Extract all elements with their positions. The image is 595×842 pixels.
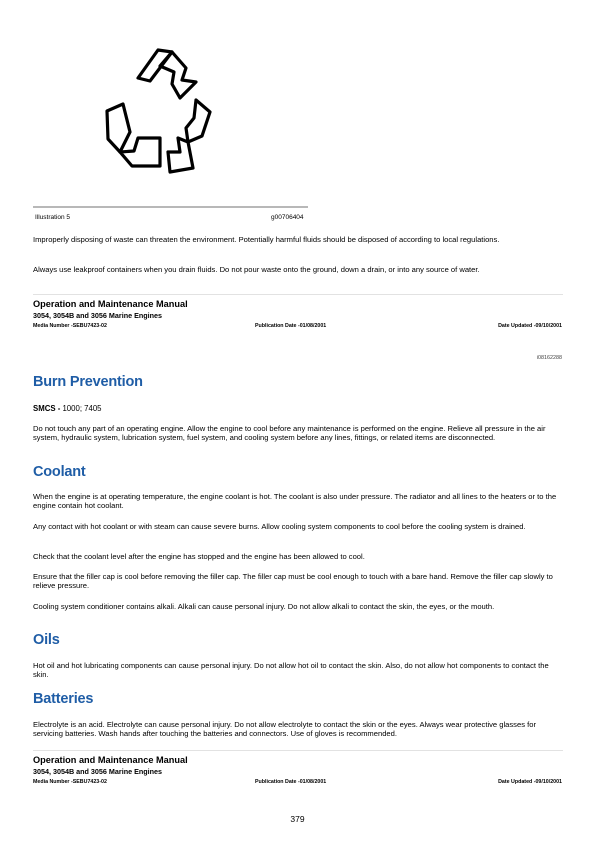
illustration-label: Illustration 5 xyxy=(35,214,71,221)
footer-divider xyxy=(33,294,563,295)
coolant-paragraph-4: Ensure that the filler cap is cool before removing the filler cap. The filler cap must be cool enough to touch with a bare hand. Remove the filler cap slowly to relieve pressure. xyxy=(33,572,553,591)
batteries-paragraph: Electrolyte is an acid. Electrolyte can cause personal injury. Do not allow electrolyte to contact the skin or the eyes. Always wear protective glasses for servicing batteries. Wash hands after touching the batteries and connectors. Use of gloves is recommended. xyxy=(33,720,536,739)
footer-title: Operation and Maintenance Manual xyxy=(33,299,188,309)
coolant-paragraph-3: Check that the coolant level after the engine has stopped and the engine has been allowed to cool. xyxy=(33,552,365,561)
footer-date-updated-2: Date Updated -09/10/2001 xyxy=(498,779,562,785)
burn-paragraph: Do not touch any part of an operating engine. Allow the engine to cool before any maintenance is performed on the engine. Relieve all pressure in the air system, hydraulic system, lubrication system, fuel system, and cooling system before any lines, fittings, or related items are disconnected. xyxy=(33,424,546,443)
coolant-paragraph-5: Cooling system conditioner contains alkali. Alkali can cause personal injury. Do not allow alkali to contact the skin, the eyes, or the mouth. xyxy=(33,602,495,611)
footer-title-2: Operation and Maintenance Manual xyxy=(33,755,188,765)
oils-paragraph: Hot oil and hot lubricating components can cause personal injury. Do not allow hot oil to contact the skin. Also, do not allow hot components to contact the skin. xyxy=(33,661,549,680)
smcs-value: 1000; 7405 xyxy=(62,404,102,413)
heading-batteries: Batteries xyxy=(33,691,94,707)
footer-date-updated: Date Updated -09/10/2001 xyxy=(498,323,562,329)
footer-publication-date-2: Publication Date -01/08/2001 xyxy=(255,779,327,785)
smcs-line xyxy=(33,404,102,413)
page-number: 379 xyxy=(290,814,305,824)
illustration-code: g00706404 xyxy=(271,214,304,221)
footer-media-number: Media Number -SEBU7423-02 xyxy=(33,323,107,329)
heading-oils: Oils xyxy=(33,632,60,648)
footer-divider-2 xyxy=(33,750,563,751)
footer-subtitle: 3054, 3054B and 3056 Marine Engines xyxy=(33,311,163,320)
recycle-icon xyxy=(90,38,225,188)
waste-paragraph-2: Always use leakproof containers when you drain fluids. Do not pour waste onto the ground, down a drain, or into any source of water. xyxy=(33,265,480,274)
footer-subtitle-2: 3054, 3054B and 3056 Marine Engines xyxy=(33,767,163,776)
illustration-divider xyxy=(33,206,308,208)
coolant-paragraph-1: When the engine is at operating temperature, the engine coolant is hot. The coolant is also under pressure. The radiator and all lines to the heaters or to the engine contain hot coolant. xyxy=(33,492,557,511)
footer-media-number-2: Media Number -SEBU7423-02 xyxy=(33,779,107,785)
heading-burn-prevention: Burn Prevention xyxy=(33,374,143,390)
heading-coolant: Coolant xyxy=(33,464,86,480)
smcs-label: SMCS - xyxy=(33,404,63,413)
footer-publication-date: Publication Date -01/08/2001 xyxy=(255,323,327,329)
coolant-paragraph-2: Any contact with hot coolant or with steam can cause severe burns. Allow cooling system components to cool before the cooling system is drained. xyxy=(33,522,526,531)
document-id: i08162288 xyxy=(536,355,562,361)
waste-paragraph-1: Improperly disposing of waste can threaten the environment. Potentially harmful fluids should be disposed of according to local regulations. xyxy=(33,235,500,244)
